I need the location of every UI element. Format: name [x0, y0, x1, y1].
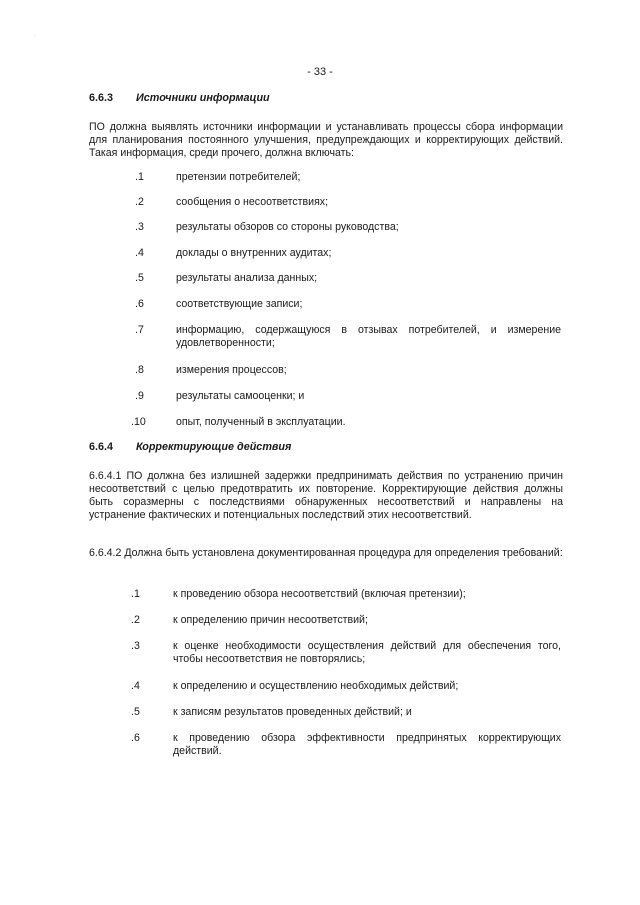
- list-item-marker: .2: [135, 196, 144, 208]
- list-item-text: к оценке необходимости осуществления действий для обеспечения того, чтобы несоответствия не повторялись;: [173, 640, 561, 665]
- list-item-marker: .1: [131, 588, 140, 600]
- list-item-text: измерения процессов;: [176, 364, 287, 376]
- list-item-text: результаты самооценки; и: [176, 390, 305, 402]
- list-item-marker: .6: [135, 298, 144, 310]
- list-item-text: опыт, полученный в эксплуатации.: [176, 416, 346, 428]
- list-item-marker: .4: [135, 247, 144, 259]
- list-item-text: к определению и осуществлению необходимых действий;: [173, 680, 459, 692]
- section-663-number: 6.6.3: [89, 92, 114, 104]
- list-item-text: сообщения о несоответствиях;: [176, 196, 329, 208]
- list-item-marker: .3: [131, 640, 140, 652]
- list-item-text: к определению причин несоответствий;: [173, 614, 368, 626]
- list-item-text: результаты обзоров со стороны руководства;: [176, 221, 399, 233]
- list-item-marker: .5: [131, 706, 140, 718]
- list-item-text: к проведению обзора эффективности предпринятых корректирующих действий.: [173, 732, 561, 757]
- list-item-marker: .9: [135, 390, 144, 402]
- list-item-marker: .4: [131, 680, 140, 692]
- list-item-marker: .1: [135, 171, 144, 183]
- list-item-text: претензии потребителей;: [176, 171, 301, 183]
- paragraph-6641: 6.6.4.1 ПО должна без излишней задержки предпринимать действия по устранению причин несоответствий с целью предотвратить их повторение. Корректирующие действия должны быть соразмерны с последствиями обнаруженных несоответствий и направлены на устранение фактических и потенциальных последствий этих несоответствий.: [89, 470, 563, 521]
- list-item-text: соответствующие записи;: [176, 298, 303, 310]
- section-664-number: 6.6.4: [89, 441, 114, 453]
- list-item-text: к записям результатов проведенных действий; и: [173, 706, 412, 718]
- section-663-heading: [89, 92, 270, 105]
- list-item-text: к проведению обзора несоответствий (включая претензии);: [173, 588, 466, 600]
- list-item-marker: .8: [135, 364, 144, 376]
- paragraph-6642: 6.6.4.2 Должна быть установлена документированная процедура для определения требований:: [89, 547, 563, 559]
- page-number: - 33 -: [307, 66, 333, 78]
- list-item-marker: .2: [131, 614, 140, 626]
- list-item-text: результаты анализа данных;: [176, 272, 318, 284]
- list-item-marker: .5: [135, 272, 144, 284]
- list-item-marker: .7: [135, 324, 144, 336]
- section-663-intro: ПО должна выявлять источники информации и устанавливать процессы сбора информации для планирования постоянного улучшения, предупреждающих и корректирующих действий. Такая информация, среди прочего, должна включать:: [89, 121, 563, 159]
- list-item-text: информацию, содержащуюся в отзывах потребителей, и измерение удовлетворенности;: [176, 324, 561, 349]
- list-item-marker: .10: [131, 416, 146, 428]
- scan-speck: ·: [34, 33, 36, 39]
- section-663-title: Источники информации: [136, 92, 270, 104]
- list-item-text: доклады о внутренних аудитах;: [176, 247, 332, 259]
- list-item-marker: .3: [135, 221, 144, 233]
- section-664-heading: [89, 441, 291, 454]
- section-664-title: Корректирующие действия: [136, 441, 292, 453]
- list-item-marker: .6: [131, 732, 140, 744]
